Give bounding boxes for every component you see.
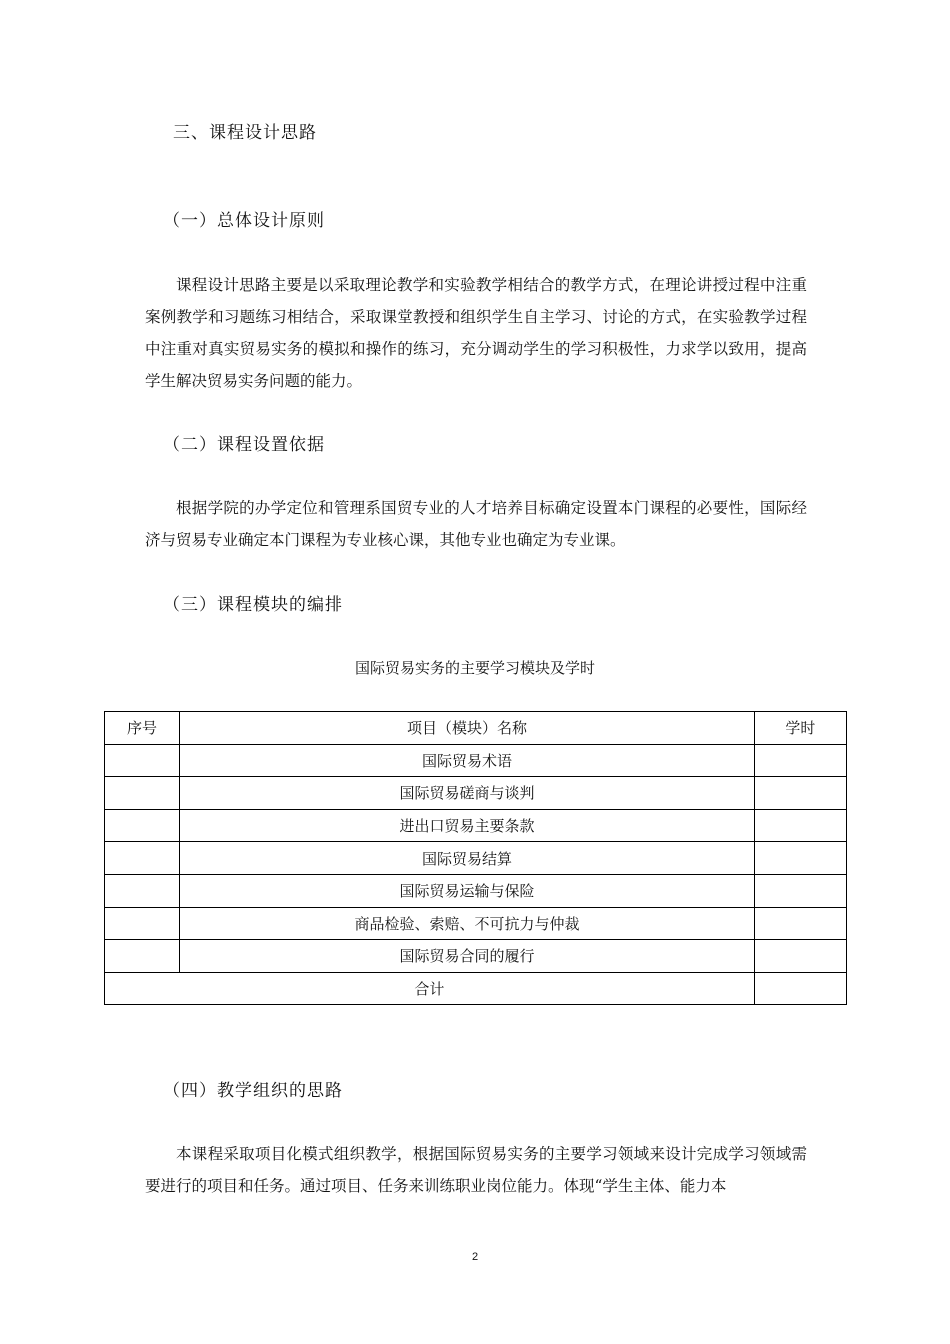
cell-no <box>105 842 180 875</box>
cell-hours <box>754 744 846 777</box>
cell-name: 国际贸易术语 <box>180 744 755 777</box>
header-hours: 学时 <box>754 712 846 745</box>
cell-no <box>105 907 180 940</box>
table-row <box>105 744 847 777</box>
cell-name: 国际贸易合同的履行 <box>180 940 755 973</box>
table-row <box>105 874 847 907</box>
table-row <box>105 842 847 875</box>
paragraph-design-principle: 课程设计思路主要是以采取理论教学和实验教学相结合的教学方式，在理论讲授过程中注重案例教学和习题练习相结合，采取课堂教授和组织学生自主学习、讨论的方式，在实验教学过程中注重对真实贸易实务的模拟和操作的练习，充分调动学生的学习积极性，力求学以致用，提高学生解决贸易实务问题的能力。 <box>145 276 807 390</box>
table-caption: 国际贸易实务的主要学习模块及学时 <box>354 659 595 677</box>
cell-name: 国际贸易磋商与谈判 <box>180 777 755 810</box>
cell-no <box>105 874 180 907</box>
table-header-row <box>105 712 847 745</box>
header-name: 项目（模块）名称 <box>180 712 755 745</box>
cell-name: 商品检验、索赔、不可抗力与仲裁 <box>180 907 755 940</box>
cell-name: 进出口贸易主要条款 <box>180 809 755 842</box>
cell-no <box>105 744 180 777</box>
total-hours <box>754 972 846 1005</box>
subsection-heading-2: （二）课程设置依据 <box>163 435 325 455</box>
cell-hours <box>754 777 846 810</box>
cell-name: 国际贸易运输与保险 <box>180 874 755 907</box>
modules-table <box>104 711 847 1005</box>
cell-hours <box>754 842 846 875</box>
cell-no <box>105 777 180 810</box>
table-row <box>105 907 847 940</box>
table-row <box>105 809 847 842</box>
header-no: 序号 <box>105 712 180 745</box>
subsection-heading-4: （四）教学组织的思路 <box>163 1081 343 1101</box>
table-row <box>105 777 847 810</box>
cell-no <box>105 940 180 973</box>
cell-name: 国际贸易结算 <box>180 842 755 875</box>
subsection-heading-1: （一）总体设计原则 <box>163 211 325 231</box>
subsection-heading-3: （三）课程模块的编排 <box>163 595 343 615</box>
table-row <box>105 940 847 973</box>
total-label: 合计 <box>105 972 755 1005</box>
table-total-row <box>105 972 847 1005</box>
cell-no <box>105 809 180 842</box>
section-heading: 三、课程设计思路 <box>173 123 317 143</box>
cell-hours <box>754 940 846 973</box>
cell-hours <box>754 907 846 940</box>
cell-hours <box>754 809 846 842</box>
paragraph-teaching-organization: 本课程采取项目化模式组织教学，根据国际贸易实务的主要学习领域来设计完成学习领域需要进行的项目和任务。通过项目、任务来训练职业岗位能力。体现“学生主体、能力本 <box>145 1145 807 1195</box>
cell-hours <box>754 874 846 907</box>
page-number: 2 <box>471 1251 479 1263</box>
paragraph-course-basis: 根据学院的办学定位和管理系国贸专业的人才培养目标确定设置本门课程的必要性，国际经济与贸易专业确定本门课程为专业核心课，其他专业也确定为专业课。 <box>145 499 807 549</box>
